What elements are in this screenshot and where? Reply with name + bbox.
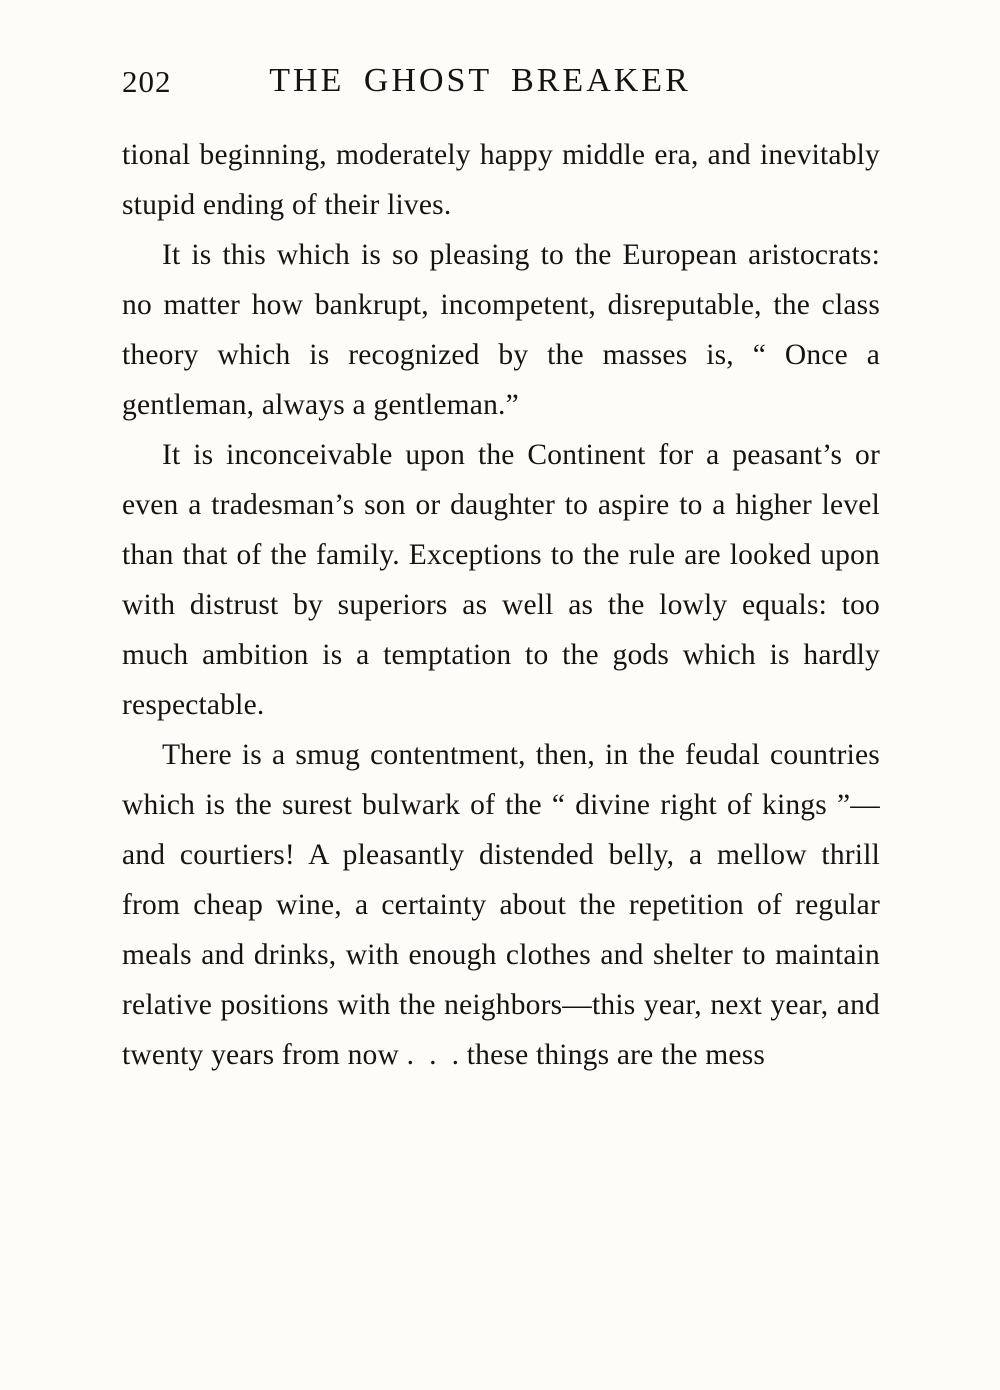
paragraph: It is this which is so pleasing to the European aristocrats: no matter how bankrupt, incompetent, disreputable, the class theory which is recognized by the masses is, “ Once a gentleman, always a gentleman.”	[122, 239, 880, 421]
paragraph: tional beginning, moderately happy middle era, and inevitably stupid ending of their lives.	[122, 139, 880, 221]
page-number: 202	[122, 64, 172, 99]
paragraph: There is a smug contentment, then, in the feudal countries which is the surest bulwark of the “ divine right of kings ”—and courtiers! A pleasantly distended belly, a mellow thrill from cheap wine, a certainty about the repetition of regular meals and drinks, with enough clothes and shelter to maintain relative positions with the neighbors—this year, next year, and twenty years from now . . . these things are the mess	[122, 739, 880, 1071]
paragraph: It is inconceivable upon the Continent for a peasant’s or even a tradesman’s son or daughter to aspire to a higher level than that of the family. Exceptions to the rule are looked upon with distrust by superiors as well as the lowly equals: too much ambition is a temptation to the gods which is hardly respectable.	[122, 439, 880, 721]
running-title: THE GHOST BREAKER	[269, 62, 691, 99]
page-body	[122, 130, 880, 1080]
page-header	[0, 0, 1000, 122]
